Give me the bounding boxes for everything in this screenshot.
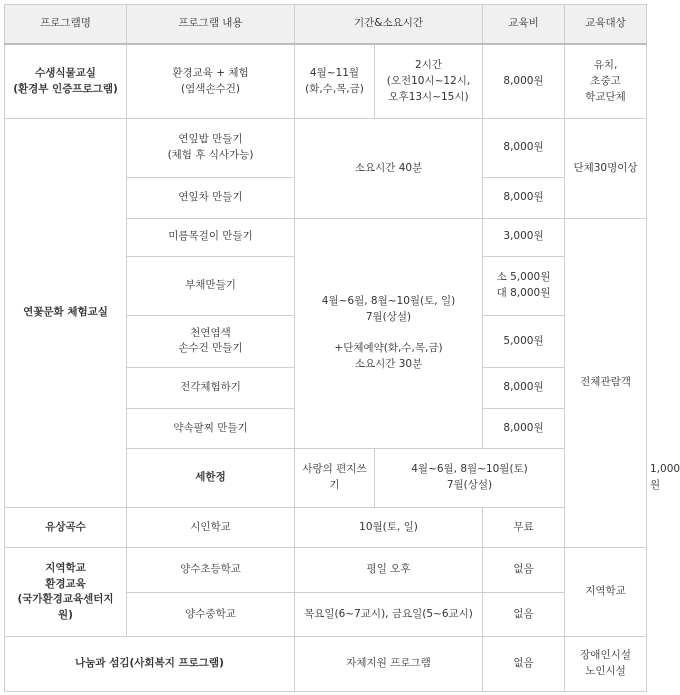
fee-cell: 없음 — [483, 637, 565, 692]
target-cell: 장애인시설 노인시설 — [565, 637, 647, 692]
fee-cell: 5,000원 — [483, 315, 565, 368]
target-cell: 전체관람객 — [565, 218, 647, 548]
fee-cell: 무료 — [483, 507, 565, 547]
target-cell: 유치, 초중고 학교단체 — [565, 44, 647, 119]
program-content-cell: 천연염색 손수건 만들기 — [127, 315, 295, 368]
period-cell: 소요시간 40분 — [295, 119, 483, 218]
program-name-cell: 연꽃문화 체험교실 — [5, 119, 127, 507]
period-cell: 목요일(6~7교시), 금요일(5~6교시) — [295, 592, 483, 637]
program-content-cell: 시인학교 — [127, 507, 295, 547]
program-content-cell: 연잎차 만들기 — [127, 178, 295, 218]
fee-cell: 8,000원 — [483, 408, 565, 448]
period-cell: 4월~6월, 8월~10월(토, 일) 7월(상설) +단체예약(화,수,목,금) 소요시간 30분 — [295, 218, 483, 449]
program-table — [4, 4, 680, 692]
table-row — [5, 119, 647, 178]
header-period: 기간&소요시간 — [295, 5, 483, 45]
program-name-cell: 지역학교 환경교육 (국가환경교육센터지 원) — [5, 548, 127, 637]
program-content-cell: 약속팔찌 만들기 — [127, 408, 295, 448]
target-cell: 지역학교 — [565, 548, 647, 637]
table-row — [5, 44, 647, 119]
period-cell: 4월~11월 (화,수,목,금) — [295, 44, 375, 119]
program-content-cell: 연잎밥 만들기 (체험 후 식사가능) — [127, 119, 295, 178]
period-cell: 자체지원 프로그램 — [295, 637, 483, 692]
target-cell: 단체30명이상 — [565, 119, 647, 218]
table-row — [5, 637, 647, 692]
program-name-cell: 수생식물교실 (환경부 인증프로그램) — [5, 44, 127, 119]
fee-cell: 없음 — [483, 592, 565, 637]
fee-cell: 소 5,000원 대 8,000원 — [483, 256, 565, 315]
program-content-cell: 양수중학교 — [127, 592, 295, 637]
program-content-cell: 환경교육 + 체험 (염색손수건) — [127, 44, 295, 119]
table-row — [5, 507, 647, 547]
fee-cell: 3,000원 — [483, 218, 565, 256]
program-name-cell: 세한정 — [127, 449, 295, 508]
table-row: 세한정 사랑의 편지쓰기 4월~6월, 8월~10월(토) 7월(상설) 1,000원 — [5, 449, 647, 508]
program-content-cell: 사랑의 편지쓰기 — [295, 449, 375, 508]
header-program-name: 프로그램명 — [5, 5, 127, 45]
header-fee: 교육비 — [483, 5, 565, 45]
program-name-cell: 나눔과 섬김(사회복지 프로그램) — [5, 637, 295, 692]
table-row — [5, 548, 647, 593]
program-content-cell: 부채만들기 — [127, 256, 295, 315]
program-content-cell: 양수초등학교 — [127, 548, 295, 593]
fee-cell: 8,000원 — [483, 119, 565, 178]
period-cell: 4월~6월, 8월~10월(토) 7월(상설) — [375, 449, 565, 508]
fee-cell: 8,000원 — [483, 368, 565, 408]
fee-cell: 8,000원 — [483, 44, 565, 119]
fee-cell: 8,000원 — [483, 178, 565, 218]
program-content-cell: 전각체험하기 — [127, 368, 295, 408]
header-target: 교육대상 — [565, 5, 647, 45]
period-cell: 10월(토, 일) — [295, 507, 483, 547]
program-content-cell: 미름목걸이 만들기 — [127, 218, 295, 256]
header-program-content: 프로그램 내용 — [127, 5, 295, 45]
duration-cell: 2시간 (오전10시~12시, 오후13시~15시) — [375, 44, 483, 119]
header-row — [5, 5, 647, 45]
program-name-cell: 유상곡수 — [5, 507, 127, 547]
period-cell: 평일 오후 — [295, 548, 483, 593]
fee-cell: 없음 — [483, 548, 565, 593]
